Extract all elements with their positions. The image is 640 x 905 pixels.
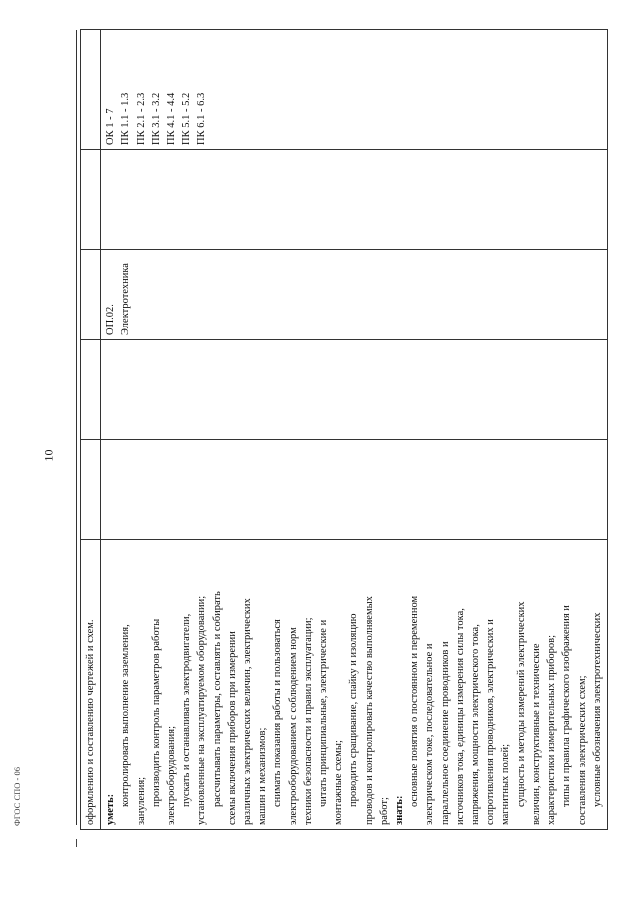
text-line: электрооборудованием с соблюдением норм [287, 627, 299, 825]
text-line: различных электрических величин, электрических [242, 598, 254, 825]
text-line: составления электрических схем; [576, 675, 588, 825]
text-line: параллельное соединение проводников и [439, 641, 451, 825]
hours-cell-1 [101, 440, 608, 540]
text-line: типы и правила графического изображения и [561, 605, 573, 807]
text-line: сущность и методы измерений электрических [515, 601, 527, 807]
text-line: проводить сращивание, спайку и изоляцию [348, 613, 360, 807]
section-heading: уметь: [105, 793, 117, 825]
text-line: магнитных полей; [500, 743, 512, 825]
text-line: проводов и контролировать качество выполняемых [363, 596, 375, 825]
competency-code: ПК 5.1 - 5.2 [181, 92, 193, 145]
header-cell-empty-4 [81, 150, 101, 250]
header-cell-empty-2 [81, 340, 101, 440]
header-text: оформлению и составлению чертежей и схем. [85, 619, 96, 825]
page-left-rule [76, 30, 77, 825]
empty-cell [101, 150, 608, 250]
header-cell-description [81, 540, 101, 830]
text-line: снимать показания работы и пользоваться [272, 619, 284, 807]
discipline-cell [101, 250, 608, 340]
text-line: техники безопасности и правил эксплуатации; [302, 617, 314, 825]
table-row [101, 30, 608, 830]
text-line: читать принципиальные, электрические и [318, 619, 330, 807]
competency-code: ПК 4.1 - 4.4 [166, 92, 178, 145]
header-cell-empty-5 [81, 30, 101, 150]
competency-code: ПК 3.1 - 3.2 [150, 92, 162, 145]
page-number: 10 [41, 449, 56, 462]
header-cell-empty-3 [81, 250, 101, 340]
text-line: машин и механизмов; [257, 727, 269, 825]
text-line: производить контроль параметров работы [150, 618, 162, 807]
text-line: установленные на эксплуатируемом оборудовании; [196, 595, 208, 825]
text-line: рассчитывать параметры, составлять и собирать [211, 591, 223, 807]
hours-cell-2 [101, 340, 608, 440]
competency-code: ОК 1 - 7 [105, 108, 117, 145]
table-header-row [81, 30, 101, 830]
rotated-table-area [80, 30, 605, 830]
competency-code: ПК 2.1 - 2.3 [135, 92, 147, 145]
text-line: электрическом токе, последовательное и [424, 643, 436, 825]
text-line: работ; [378, 797, 390, 825]
text-line: электрооборудования; [166, 726, 178, 825]
discipline-name: Электротехника [120, 263, 132, 335]
competency-code: ПК 6.1 - 6.3 [196, 92, 208, 145]
text-line: зануления; [135, 776, 147, 825]
competency-code: ПК 1.1 - 1.3 [120, 92, 132, 145]
text-line: характеристики измерительных приборов; [546, 634, 558, 825]
text-line: схемы включения приборов при измерении [226, 631, 238, 825]
landscape-sheet [80, 30, 605, 830]
text-line: пускать и останавливать электродвигатели, [181, 613, 193, 807]
text-line: контролировать выполнение заземления, [120, 624, 132, 807]
text-line: величин, конструктивные и технические [530, 643, 542, 825]
discipline-code: ОП.02. [105, 304, 117, 335]
header-cell-empty-1 [81, 440, 101, 540]
text-line: основные понятия о постоянном и переменном [409, 595, 421, 807]
footer-mark [76, 839, 77, 847]
skills-knowledge-cell [101, 540, 608, 830]
text-line: монтажные схемы; [333, 740, 345, 825]
text-line: напряжения, мощности электрического тока, [470, 624, 482, 825]
competencies-cell [101, 30, 608, 150]
footer-text: ФГОС СПО - 06 [12, 767, 22, 826]
curriculum-table [80, 29, 608, 830]
section-heading: знать: [394, 795, 406, 825]
text-line: источников тока, единицы измерения силы тока, [454, 608, 466, 825]
text-line: сопротивления проводников, электрических и [485, 619, 497, 825]
text-line: условные обозначения электротехнических [591, 612, 603, 807]
